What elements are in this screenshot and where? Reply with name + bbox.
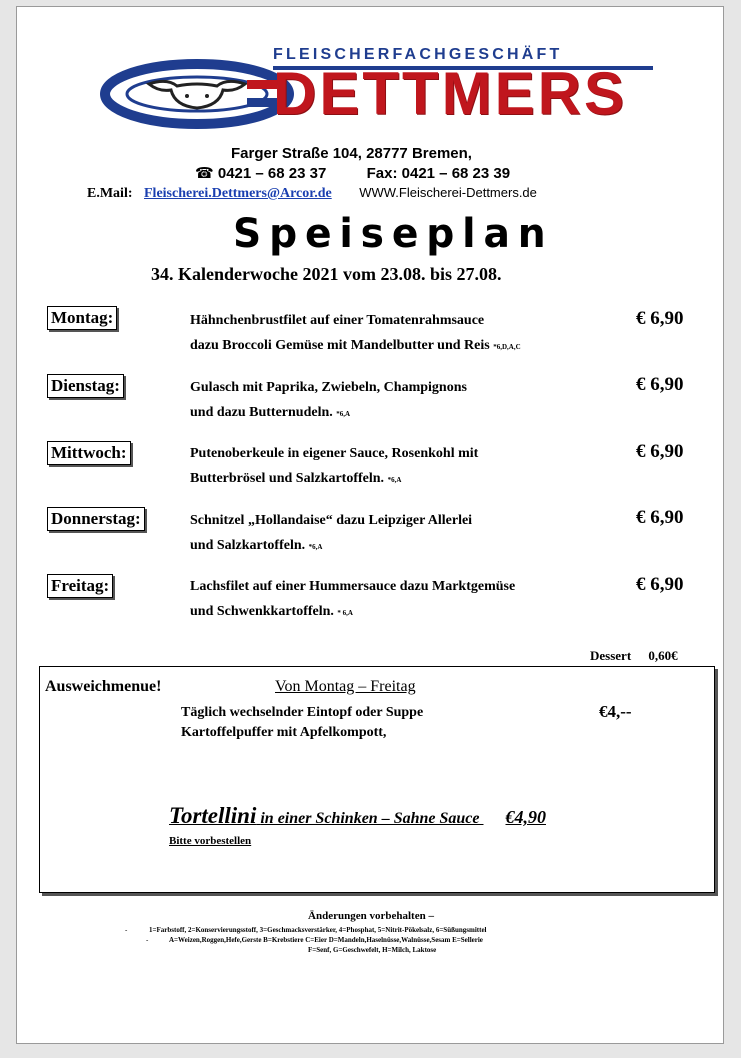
dish-wednesday: Putenoberkeule in eigener Sauce, Rosenkohl mit Butterbrösel und Salzkartoffeln. *6,A: [190, 446, 479, 486]
day-label-thursday: Donnerstag:: [47, 507, 145, 531]
alternative-dishes: Täglich wechselnder Eintopf oder Suppe Kartoffelpuffer mit Apfelkompott,: [181, 705, 424, 740]
price-monday: € 6,90: [636, 308, 684, 329]
dessert-row: [590, 648, 678, 664]
preorder-note: Bitte vorbestellen: [169, 835, 252, 847]
email-link[interactable]: Fleischerei.Dettmers@Arcor.de: [144, 186, 332, 201]
week-heading: 34. Kalenderwoche 2021 vom 23.08. bis 27.08.: [151, 264, 502, 284]
alternative-price: €4,--: [599, 702, 632, 721]
tortellini-price: €4,90: [505, 807, 546, 827]
alternative-heading: Ausweichmenue!: [45, 678, 162, 695]
dish-tuesday: Gulasch mit Paprika, Zwiebeln, Champignons und dazu Butternudeln. *6,A: [190, 380, 467, 420]
dish-friday: Lachsfilet auf einer Hummersauce dazu Marktgemüse und Schwenkkartoffeln. * 6,A: [190, 579, 516, 619]
price-tuesday: € 6,90: [636, 374, 684, 395]
fax-number: Fax: 0421 – 68 23 39: [366, 165, 511, 182]
phone-number: 0421 – 68 23 37: [217, 165, 327, 182]
phone-icon: ☎: [195, 165, 214, 182]
allergen-codes: * 6,A: [337, 609, 353, 617]
price-friday: € 6,90: [636, 574, 684, 595]
footer-dash-1: -: [125, 926, 128, 934]
allergen-codes: *6,A: [308, 543, 323, 551]
footer-dash-2: -: [146, 936, 149, 944]
alternative-menu-box: [39, 666, 715, 893]
day-label-friday: Freitag:: [47, 574, 113, 598]
website-text: WWW.Fleischerei-Dettmers.de: [359, 185, 537, 200]
dessert-price: 0,60€: [648, 648, 678, 663]
day-label-monday: Montag:: [47, 306, 117, 330]
footer-additives: 1=Farbstoff, 2=Konservierungsstoff, 3=Geschmacksverstärker, 4=Phosphat, 5=Nitrit-Pökelsalz, 6=Süßungsmittel: [149, 926, 487, 934]
footer-allergens: A=Weizen,Roggen,Hefe,Gerste B=Krebstiere C=Eier D=Mandeln,Haselnüsse,Walnüsse,Sesam E=Sellerie: [169, 936, 483, 944]
email-row: [87, 185, 537, 202]
dettmers-logo: [97, 44, 659, 132]
day-label-tuesday: Dienstag:: [47, 374, 124, 398]
menu-page: [16, 6, 724, 1044]
dish-monday: Hähnchenbrustfilet auf einer Tomatenrahmsauce dazu Broccoli Gemüse mit Mandelbutter und Reis *6,D,A,C: [190, 313, 521, 353]
allergen-codes: *6,A: [387, 476, 402, 484]
page-title: Speiseplan: [233, 211, 554, 257]
day-label-wednesday: Mittwoch:: [47, 441, 131, 465]
price-thursday: € 6,90: [636, 507, 684, 528]
dish-thursday: Schnitzel „Hollandaise“ dazu Leipziger Allerlei und Salzkartoffeln. *6,A: [190, 513, 473, 553]
tortellini-description: in einer Schinken – Sahne Sauce: [260, 810, 480, 827]
logo-subtitle: FLEISCHERFACHGESCHÄFT: [273, 46, 563, 63]
email-label: E.Mail:: [87, 186, 133, 201]
allergen-codes: *6,A: [336, 410, 351, 418]
phone-fax-row: [195, 164, 510, 182]
price-wednesday: € 6,90: [636, 441, 684, 462]
dessert-label: Dessert: [590, 648, 632, 663]
footer-allergens-2: F=Senf, G=Geschwefelt, H=Milch, Laktose: [308, 946, 437, 954]
tortellini-name: Tortellini: [169, 803, 257, 828]
address: Farger Straße 104, 28777 Bremen,: [231, 145, 472, 162]
logo-name: DETTMERS: [273, 60, 627, 127]
alternative-range: Von Montag – Freitag: [275, 678, 416, 695]
allergen-codes: *6,D,A,C: [493, 343, 521, 351]
tortellini-line: [169, 803, 546, 829]
footer-title: Änderungen vorbehalten –: [308, 910, 434, 922]
